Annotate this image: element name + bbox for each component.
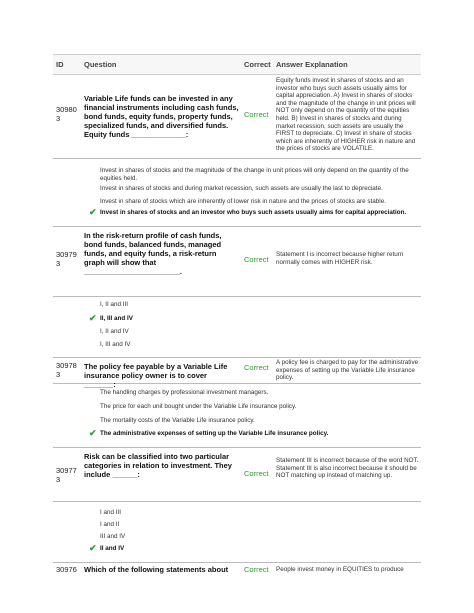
table-row xyxy=(53,226,421,297)
answer-explanation: People invest money in EQUITIES to produce xyxy=(276,566,404,573)
header-explanation: Answer Explanation xyxy=(276,60,348,69)
table-header xyxy=(53,54,421,75)
question-text: The policy fee payable by a Variable Life insurance policy owner is to cover _______: xyxy=(84,362,228,389)
quiz-results-table xyxy=(53,54,421,577)
option-a: I, II and III xyxy=(100,301,129,308)
table-row xyxy=(53,562,421,577)
option-d-selected: The administrative expenses of setting up the Variable Life insurance policy. xyxy=(100,430,329,437)
option-c: The mortality costs of the Variable Life insurance policy. xyxy=(100,417,255,424)
answer-explanation: Statement III is incorrect because of the word NOT. Statement III is also incorrect because it should be NOT matching up instead of matching up. xyxy=(276,457,419,480)
check-icon: ✔ xyxy=(89,428,97,438)
option-d: I, III and IV xyxy=(100,341,131,348)
answer-options xyxy=(53,384,421,447)
answer-options xyxy=(53,502,421,562)
option-a: I and III xyxy=(100,509,122,516)
option-b: The price for each unit bought under the Variable Life insurance policy. xyxy=(100,403,297,410)
answer-explanation: A policy fee is charged to pay for the administrative expenses of setting up the Variable Life insurance policy. xyxy=(276,359,419,382)
table-row xyxy=(53,447,421,502)
correct-label: Correct xyxy=(244,469,269,478)
option-c: III and IV xyxy=(100,533,126,540)
answer-options xyxy=(53,297,421,357)
header-id: ID xyxy=(56,60,64,69)
option-b: I and II xyxy=(100,521,120,528)
option-b: Invest in shares of stocks and during market recession, such assets are usually the last to depreciate. xyxy=(100,185,383,192)
option-a: The handling charges by professional investment managers. xyxy=(100,389,269,396)
table-row xyxy=(53,357,421,389)
correct-label: Correct xyxy=(244,565,269,574)
answer-explanation: Statement I is incorrect because higher return normally comes with HIGHER risk. xyxy=(276,251,404,266)
option-c: I, II and IV xyxy=(100,328,129,335)
option-b-selected: II, III and IV xyxy=(100,315,133,322)
question-id: 30979 3 xyxy=(56,250,77,268)
option-c: Invest in share of stocks which are inherently of lower risk in nature and the prices of stocks are stable. xyxy=(100,198,386,205)
question-id: 30977 3 xyxy=(56,466,77,484)
option-d-selected: II and IV xyxy=(100,545,125,552)
question-id: 30978 3 xyxy=(56,361,77,379)
header-correct: Correct xyxy=(244,60,271,69)
header-question: Question xyxy=(84,60,117,69)
question-text: Variable Life funds can be invested in any financial instruments including cash funds, bond funds, equity funds, property funds, specialized funds, and diversified funds. Equity funds _____________: xyxy=(84,94,239,139)
check-icon: ✔ xyxy=(89,207,97,217)
check-icon: ✔ xyxy=(89,543,97,553)
correct-label: Correct xyxy=(244,110,269,119)
option-a: Invest in shares of stocks and the magnitude of the change in unit prices will only depend on the quantity of the equities held. xyxy=(100,167,409,182)
correct-label: Correct xyxy=(244,363,269,372)
answer-explanation: Equity funds invest in shares of stocks and an investor who buys such assets usually aims for capital appreciation. A) Invest in shares of stocks and the magnitude of the change in unit prices will NOT only depend on the quantity of the equities held. B) Invest in shares of stocks and during market recession, such assets are usually the FIRST to depreciate. C) Invest in share of stocks which are inherently of HIGHER risk in nature and the prices of stocks are VOLATILE. xyxy=(276,77,416,153)
table-row xyxy=(53,75,421,159)
answer-options xyxy=(53,159,421,226)
question-id: 30980 3 xyxy=(56,105,77,123)
question-text: Which of the following statements about xyxy=(84,565,229,574)
question-text: Risk can be classified into two particular categories in relation to investment. They include ______: xyxy=(84,452,232,479)
question-id: 30976 xyxy=(56,565,77,574)
option-d-selected: Invest in shares of stocks and an investor who buys such assets usually aims for capital appreciation. xyxy=(100,209,407,216)
question-text: In the risk-return profile of cash funds, bond funds, balanced funds, managed funds, and equity funds, a risk-return graph will show that _______________________. xyxy=(84,231,222,276)
check-icon: ✔ xyxy=(89,313,97,323)
correct-label: Correct xyxy=(244,255,269,264)
